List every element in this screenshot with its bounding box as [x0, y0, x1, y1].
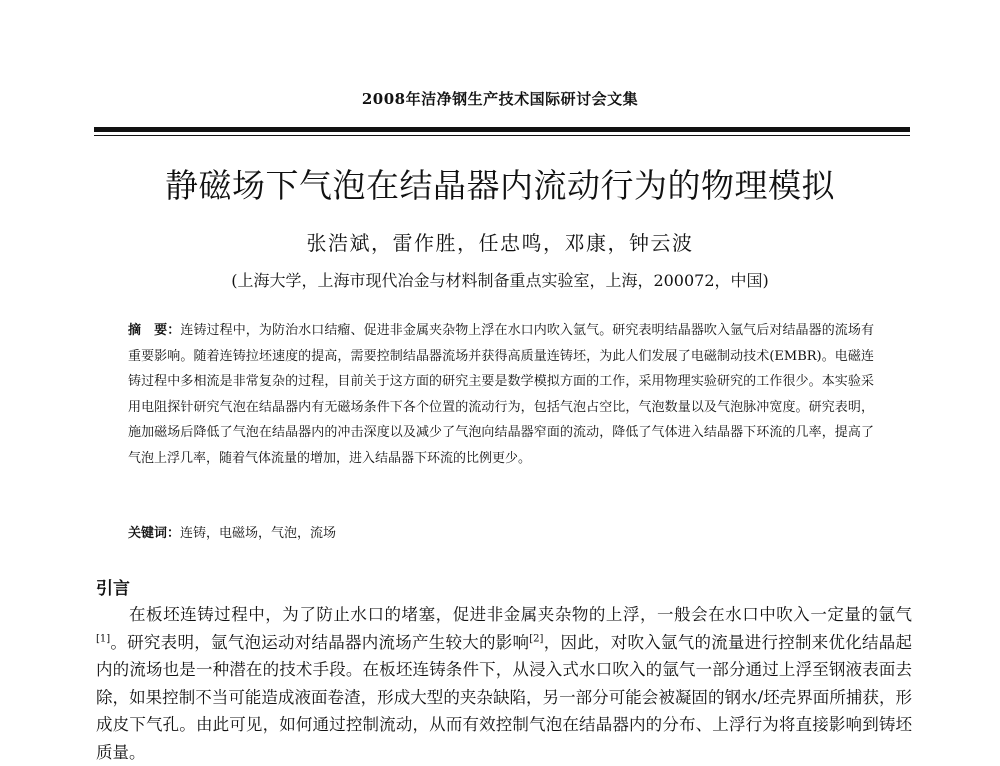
intro-text-part3: ，因此，对吹入氩气的流量进行控制来优化结晶起内的流场也是一种潜在的技术手段。在板坯连铸条件下，从浸入式水口吹入的氩气一部分通过上浮至钢液表面去除，如果控制不当可能造成液面卷渣，形成大型的夹杂缺陷，另一部分可能会被凝固的钢水/坯壳界面所捕获，形成皮下气孔。由此可见，如何通过控制流动，从而有效控制气泡在结晶器内的分布、上浮行为将直接影响到铸坯质量。	[96, 632, 913, 762]
paper-authors: 张浩斌，雷作胜，任忠鸣，邓康，钟云波	[306, 231, 694, 255]
keywords-text: 连铸，电磁场，气泡，流场	[180, 526, 337, 541]
abstract-label: 摘 要：	[128, 323, 181, 338]
citation-2: [2]	[529, 633, 544, 644]
paper-title: 静磁场下气泡在结晶器内流动行为的物理模拟	[165, 166, 835, 205]
proceedings-header: 2008年洁净钢生产技术国际研讨会文集	[361, 90, 639, 108]
intro-text-part2: 。研究表明，氩气泡运动对结晶器内流场产生较大的影响	[110, 632, 530, 652]
header-rule-thin	[94, 135, 910, 136]
keywords-block	[128, 524, 874, 544]
intro-text-part1: 在板坯连铸过程中，为了防止水口的堵塞，促进非金属夹杂物的上浮，一般会在水口中吹入一定量的氩气	[129, 605, 912, 624]
abstract-block	[128, 318, 874, 471]
introduction-paragraph	[96, 601, 912, 766]
citation-1: [1]	[96, 633, 111, 644]
keywords-label: 关键词：	[128, 526, 181, 541]
header-rule-thick	[94, 127, 910, 132]
paper-affiliation: (上海大学，上海市现代冶金与材料制备重点实验室，上海，200072，中国)	[231, 271, 769, 290]
section-heading-introduction: 引言	[96, 579, 130, 599]
abstract-text: 连铸过程中，为防治水口结瘤、促进非金属夹杂物上浮在水口内吹入氩气。研究表明结晶器吹入氩气后对结晶器的流场有重要影响。随着连铸拉坯速度的提高，需要控制结晶器流场并获得高质量连铸坯，为此人们发展了电磁制动技术(EMBR)。电磁连铸过程中多相流是非常复杂的过程，目前关于这方面的研究主要是数学模拟方面的工作，采用物理实验研究的工作很少。本实验采用电阻探针研究气泡在结晶器内有无磁场条件下各个位置的流动行为，包括气泡占空比，气泡数量以及气泡脉冲宽度。研究表明，施加磁场后降低了气泡在结晶器内的冲击深度以及减少了气泡向结晶器窄面的流动，降低了气体进入结晶器下环流的几率，提高了气泡上浮几率，随着气体流量的增加，进入结晶器下环流的比例更少。	[128, 323, 874, 466]
